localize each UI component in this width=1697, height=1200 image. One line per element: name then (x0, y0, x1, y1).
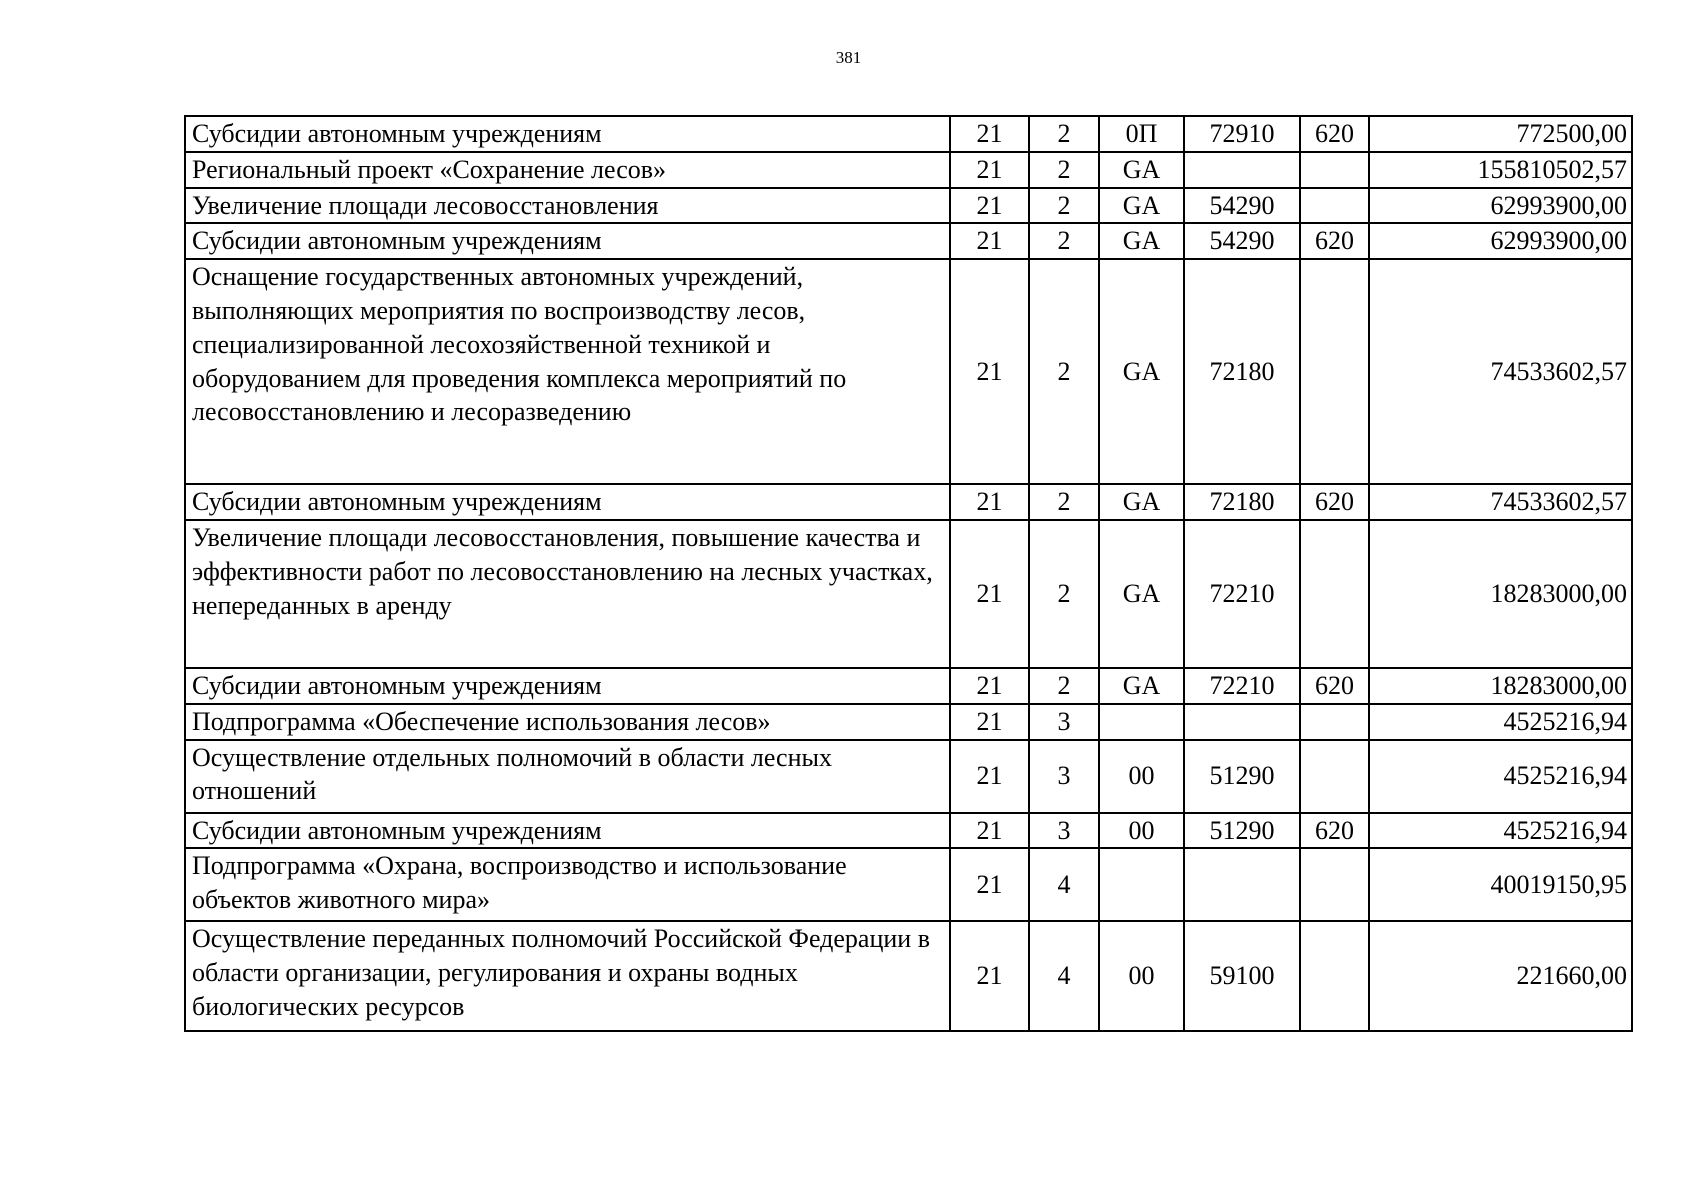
code-1: 21 (950, 259, 1029, 484)
row-name: Субсидии автономным учреждениям (185, 813, 950, 849)
code-4: 54290 (1184, 188, 1300, 224)
code-2: 4 (1029, 921, 1099, 1031)
code-1: 21 (950, 223, 1029, 259)
code-2: 2 (1029, 223, 1099, 259)
table-row (185, 484, 1632, 520)
row-name: Оснащение государственных автономных учреждений, выполняющих мероприятия по воспроизводству лесов, специализированной лесохозяйственной техникой и оборудованием для проведения комплекса мероприятий по лесовосстановлению и лесоразведению (185, 259, 950, 484)
code-3: 00 (1099, 921, 1184, 1031)
code-3: 00 (1099, 813, 1184, 849)
table-row (185, 813, 1632, 849)
table-row (185, 116, 1632, 152)
amount: 4525216,94 (1369, 740, 1632, 813)
row-name: Субсидии автономным учреждениям (185, 668, 950, 704)
code-4: 72180 (1184, 259, 1300, 484)
amount: 4525216,94 (1369, 704, 1632, 740)
code-2: 3 (1029, 704, 1099, 740)
row-name: Субсидии автономным учреждениям (185, 484, 950, 520)
code-3: GA (1099, 152, 1184, 188)
code-2: 2 (1029, 520, 1099, 668)
code-4 (1184, 848, 1300, 921)
code-1: 21 (950, 188, 1029, 224)
code-3: GA (1099, 484, 1184, 520)
table-row (185, 704, 1632, 740)
amount: 18283000,00 (1369, 668, 1632, 704)
code-4: 72180 (1184, 484, 1300, 520)
row-name: Подпрограмма «Охрана, воспроизводство и использование объектов животного мира» (185, 848, 950, 921)
row-name: Субсидии автономным учреждениям (185, 223, 950, 259)
code-5: 620 (1300, 116, 1369, 152)
row-name: Региональный проект «Сохранение лесов» (185, 152, 950, 188)
code-1: 21 (950, 668, 1029, 704)
code-4: 72210 (1184, 668, 1300, 704)
code-5 (1300, 848, 1369, 921)
row-name: Субсидии автономным учреждениям (185, 116, 950, 152)
table-row (185, 152, 1632, 188)
code-2: 2 (1029, 152, 1099, 188)
code-4: 59100 (1184, 921, 1300, 1031)
row-name: Осуществление отдельных полномочий в области лесных отношений (185, 740, 950, 813)
amount: 221660,00 (1369, 921, 1632, 1031)
code-5: 620 (1300, 668, 1369, 704)
code-5 (1300, 704, 1369, 740)
code-1: 21 (950, 116, 1029, 152)
table-row (185, 223, 1632, 259)
code-3: GA (1099, 188, 1184, 224)
code-5: 620 (1300, 813, 1369, 849)
amount: 40019150,95 (1369, 848, 1632, 921)
code-5 (1300, 259, 1369, 484)
code-3 (1099, 704, 1184, 740)
code-4: 72910 (1184, 116, 1300, 152)
code-2: 2 (1029, 116, 1099, 152)
code-5 (1300, 921, 1369, 1031)
page-number: 381 (835, 48, 862, 67)
table-row (185, 740, 1632, 813)
amount: 4525216,94 (1369, 813, 1632, 849)
amount: 18283000,00 (1369, 520, 1632, 668)
table-row (185, 848, 1632, 921)
code-3: GA (1099, 520, 1184, 668)
code-2: 2 (1029, 668, 1099, 704)
code-5: 620 (1300, 484, 1369, 520)
table-row (185, 259, 1632, 484)
code-1: 21 (950, 848, 1029, 921)
code-3 (1099, 848, 1184, 921)
code-1: 21 (950, 740, 1029, 813)
amount: 155810502,57 (1369, 152, 1632, 188)
code-1: 21 (950, 813, 1029, 849)
code-2: 2 (1029, 259, 1099, 484)
code-1: 21 (950, 484, 1029, 520)
code-3: 00 (1099, 740, 1184, 813)
code-1: 21 (950, 704, 1029, 740)
row-name: Подпрограмма «Обеспечение использования лесов» (185, 704, 950, 740)
code-1: 21 (950, 520, 1029, 668)
code-2: 2 (1029, 484, 1099, 520)
amount: 62993900,00 (1369, 188, 1632, 224)
code-3: GA (1099, 668, 1184, 704)
code-4: 72210 (1184, 520, 1300, 668)
amount: 74533602,57 (1369, 259, 1632, 484)
code-5: 620 (1300, 223, 1369, 259)
code-3: GA (1099, 259, 1184, 484)
code-2: 3 (1029, 740, 1099, 813)
table-row (185, 520, 1632, 668)
amount: 62993900,00 (1369, 223, 1632, 259)
code-1: 21 (950, 152, 1029, 188)
code-4 (1184, 152, 1300, 188)
code-2: 3 (1029, 813, 1099, 849)
amount: 772500,00 (1369, 116, 1632, 152)
code-5 (1300, 188, 1369, 224)
code-1: 21 (950, 921, 1029, 1031)
code-4: 51290 (1184, 813, 1300, 849)
row-name: Осуществление переданных полномочий Российской Федерации в области организации, регулирования и охраны водных биологических ресурсов (185, 921, 950, 1031)
table-row (185, 668, 1632, 704)
code-3: GA (1099, 223, 1184, 259)
table-row (185, 921, 1632, 1031)
amount: 74533602,57 (1369, 484, 1632, 520)
code-4 (1184, 704, 1300, 740)
row-name: Увеличение площади лесовосстановления (185, 188, 950, 224)
code-4: 51290 (1184, 740, 1300, 813)
code-2: 2 (1029, 188, 1099, 224)
row-name: Увеличение площади лесовосстановления, повышение качества и эффективности работ по лесовосстановлению на лесных участках, непереданных в аренду (185, 520, 950, 668)
code-4: 54290 (1184, 223, 1300, 259)
code-5 (1300, 740, 1369, 813)
code-3: 0П (1099, 116, 1184, 152)
budget-table (184, 115, 1633, 1032)
code-5 (1300, 152, 1369, 188)
code-5 (1300, 520, 1369, 668)
code-2: 4 (1029, 848, 1099, 921)
table-row (185, 188, 1632, 224)
